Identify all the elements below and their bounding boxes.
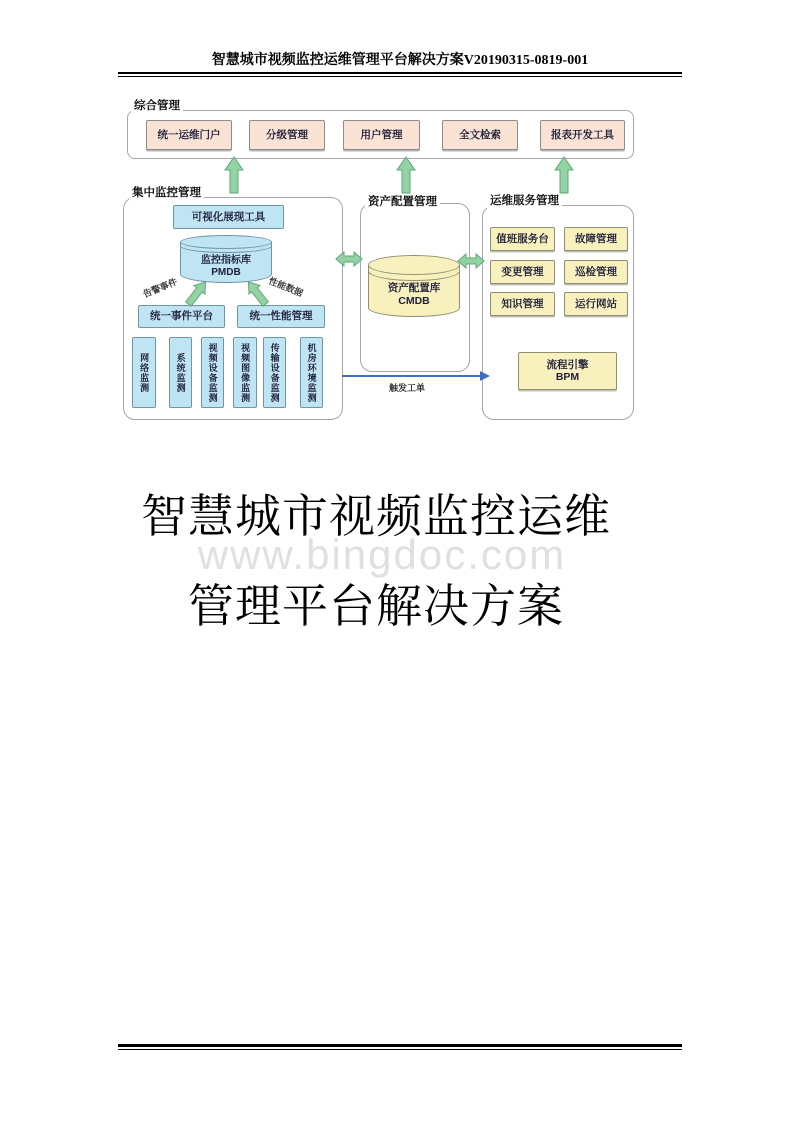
pmdb-code: PMDB	[211, 267, 241, 278]
doc-title-line2: 管理平台解决方案	[188, 580, 564, 632]
bpm-code: BPM	[555, 371, 580, 383]
service-group-label: 运维服务管理	[487, 194, 562, 208]
pmdb-cylinder	[180, 235, 272, 283]
cmdb-name: 资产配置库	[387, 282, 441, 294]
bpm-name: 流程引擎	[546, 358, 589, 371]
report-tool-box: 报表开发工具	[540, 120, 625, 150]
perf-data-label: 性能数据	[267, 275, 305, 299]
service-desk-box: 值班服务台	[490, 227, 555, 251]
grading-mgmt-box: 分级管理	[249, 120, 325, 150]
event-platform-box: 统一事件平台	[138, 305, 225, 328]
up-arrow-icon	[555, 157, 573, 193]
cmdb-code: CMDB	[398, 295, 430, 307]
inspection-mgmt-box: 巡检管理	[564, 260, 628, 284]
trigger-order-label: 触发工单	[389, 383, 426, 393]
watermark: www.bingdoc.com	[197, 531, 567, 578]
fulltext-search-box: 全文检索	[442, 120, 518, 150]
bpm-engine-box	[518, 352, 617, 390]
bidirectional-arrow-icon	[458, 253, 484, 269]
footer-rule	[118, 1044, 682, 1050]
monitor-box-network: 网络监测	[132, 337, 156, 408]
bidirectional-arrow-icon	[336, 251, 362, 267]
viz-tool-box: 可视化展现工具	[173, 205, 284, 229]
doc-title-line1: 智慧城市视频监控运维	[141, 490, 611, 542]
perf-mgmt-box: 统一性能管理	[237, 305, 325, 328]
monitor-box-video-device: 视频设备监测	[201, 337, 224, 408]
alarm-event-label: 告警事件	[141, 276, 179, 300]
fault-mgmt-box: 故障管理	[564, 227, 628, 251]
asset-group-label: 资产配置管理	[365, 195, 440, 209]
monitor-box-room-env: 机房环境监测	[300, 337, 323, 408]
up-arrow-icon	[225, 157, 243, 193]
change-mgmt-box: 变更管理	[490, 260, 555, 284]
user-mgmt-box: 用户管理	[343, 120, 420, 150]
pmdb-name: 监控指标库	[201, 255, 251, 266]
cmdb-cylinder	[368, 255, 460, 317]
monitor-box-transmission: 传输设备监测	[263, 337, 286, 408]
monitor-box-video-image: 视频图像监测	[233, 337, 257, 408]
monitoring-group-label: 集中监控管理	[129, 186, 204, 200]
header-rule	[118, 72, 682, 77]
knowledge-mgmt-box: 知识管理	[490, 292, 555, 316]
comprehensive-group-label: 综合管理	[131, 99, 183, 113]
monitor-box-system: 系统监测	[169, 337, 192, 408]
unified-portal-box: 统一运维门户	[146, 120, 232, 150]
operation-site-box: 运行网站	[564, 292, 628, 316]
up-arrow-icon	[397, 157, 415, 193]
header-title: 智慧城市视频监控运维管理平台解决方案V20190315-0819-001	[211, 53, 589, 68]
